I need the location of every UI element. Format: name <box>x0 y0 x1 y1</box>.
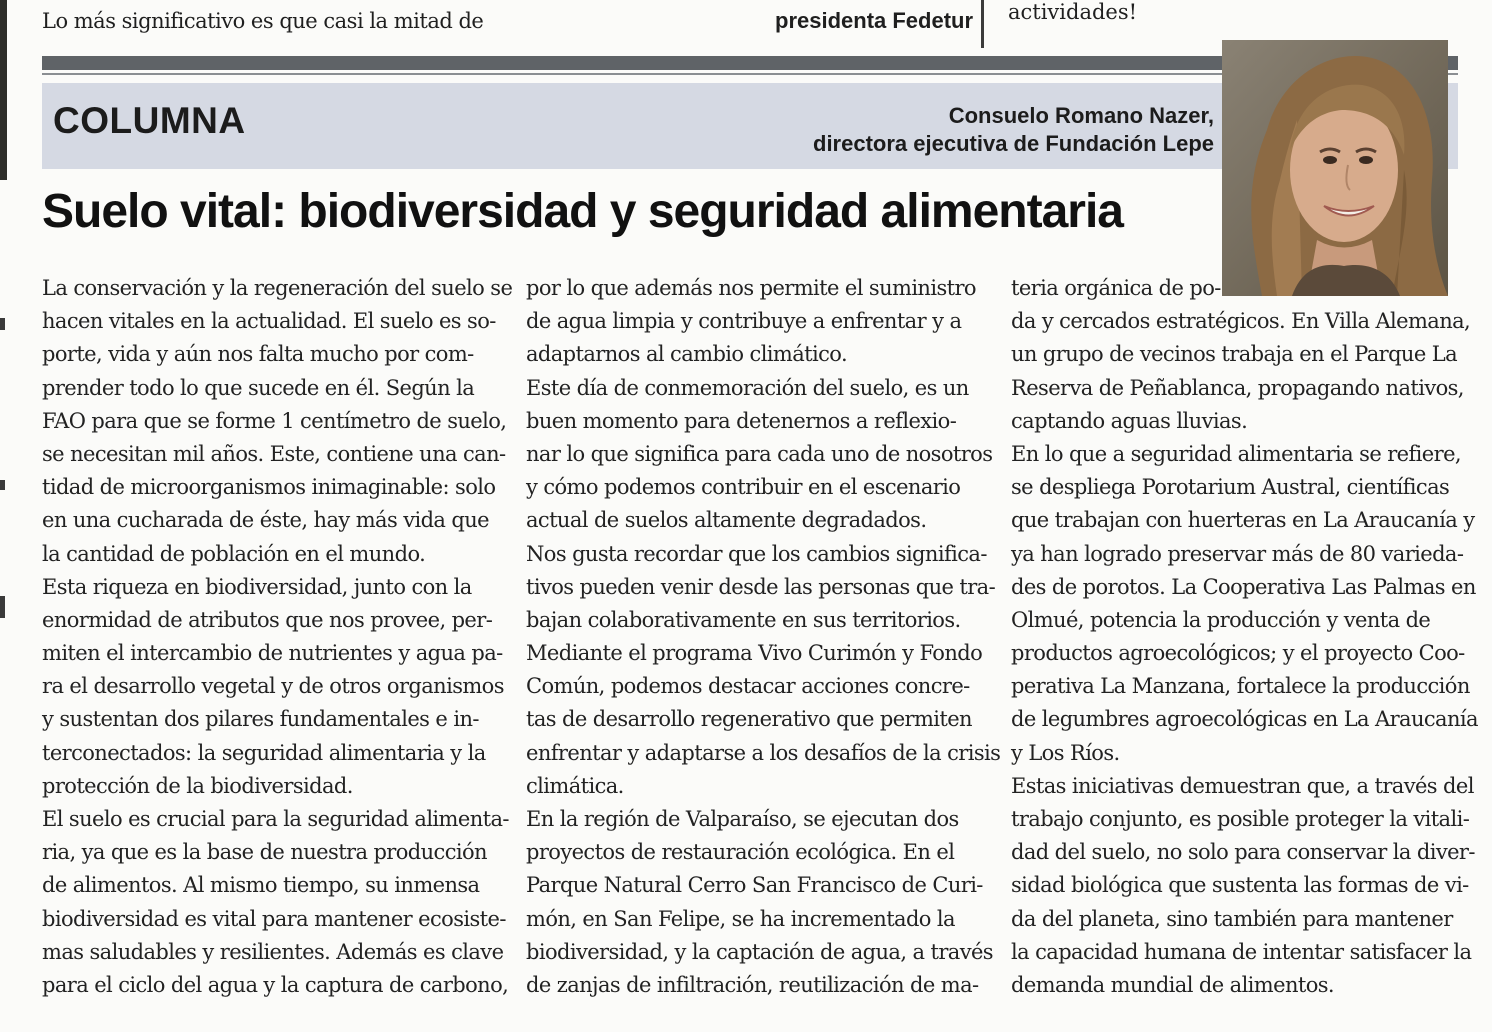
text-line: tivos pueden venir desde las personas que tra- <box>526 574 996 599</box>
text-line: protección de la biodiversidad. <box>42 773 353 798</box>
adjacent-page-mark <box>0 318 5 330</box>
text-line: y Los Ríos. <box>1011 740 1120 765</box>
adjacent-page-mark <box>0 480 5 490</box>
text-line: tas de desarrollo regenerativo que permiten <box>526 707 972 732</box>
adjacent-page-mark <box>0 596 5 618</box>
article-headline: Suelo vital: biodiversidad y seguridad alimentaria <box>42 185 1123 238</box>
text-line: actual de suelos altamente degradados. <box>526 508 927 533</box>
text-line: sidad biológica que sustenta las formas de vi- <box>1011 873 1469 898</box>
text-line: ya han logrado preservar más de 80 varieda- <box>1011 541 1464 566</box>
author-portrait-icon <box>1222 40 1448 296</box>
text-line: dad del suelo, no solo para conservar la diver- <box>1011 840 1475 865</box>
author-byline <box>813 102 1214 158</box>
text-line: demanda mundial de alimentos. <box>1011 972 1334 997</box>
text-line: que trabajan con huerteras en La Araucanía y <box>1011 508 1475 533</box>
text-line: nar lo que significa para cada uno de nosotros <box>526 441 993 466</box>
text-line: de alimentos. Al mismo tiempo, su inmensa <box>42 873 480 898</box>
text-line: un grupo de vecinos trabaja en el Parque La <box>1011 342 1458 367</box>
text-line: adaptarnos al cambio climático. <box>526 342 848 367</box>
text-line: proyectos de restauración ecológica. En el <box>526 840 955 865</box>
text-line: perativa La Manzana, fortalece la producción <box>1011 674 1470 699</box>
text-line: y sustentan dos pilares fundamentales e in- <box>42 707 479 732</box>
author-name: Consuelo Romano Nazer, <box>948 103 1214 128</box>
text-line: Reserva de Peñablanca, propagando nativos, <box>1011 375 1464 400</box>
text-line: Este día de conmemoración del suelo, es un <box>526 375 969 400</box>
text-line: En lo que a seguridad alimentaria se refiere, <box>1011 441 1461 466</box>
text-line: Parque Natural Cerro San Francisco de Curi- <box>526 873 983 898</box>
text-line: enormidad de atributos que nos provee, per- <box>42 607 493 632</box>
text-line: tidad de microorganismos inimaginable: solo <box>42 475 496 500</box>
text-line: da del planeta, sino también para mantener <box>1011 906 1453 931</box>
author-title: directora ejecutiva de Fundación Lepe <box>813 131 1214 156</box>
text-line: Mediante el programa Vivo Curimón y Fondo <box>526 641 983 666</box>
text-line: para el ciclo del agua y la captura de carbono, <box>42 972 509 997</box>
text-line: captando aguas lluvias. <box>1011 408 1248 433</box>
text-line: se despliega Porotarium Austral, científicas <box>1011 475 1450 500</box>
text-line: de legumbres agroecológicas en La Araucanía <box>1011 707 1478 732</box>
text-line: Esta riqueza en biodiversidad, junto con la <box>42 574 472 599</box>
column-divider <box>981 0 984 48</box>
text-line: món, en San Felipe, se ha incrementado la <box>526 906 955 931</box>
text-line: hacen vitales en la actualidad. El suelo es so- <box>42 309 496 334</box>
text-line: teria orgánica de po- <box>1011 276 1221 300</box>
previous-article-signature: presidenta Fedetur <box>775 8 974 33</box>
text-line: por lo que además nos permite el suministro <box>526 276 976 300</box>
text-line: la capacidad humana de intentar satisfacer la <box>1011 939 1472 964</box>
text-line: de agua limpia y contribuye a enfrentar y a <box>526 309 962 334</box>
text-line: des de porotos. La Cooperativa Las Palmas en <box>1011 574 1476 599</box>
text-line: La conservación y la regeneración del suelo se <box>42 276 513 300</box>
text-line: de zanjas de infiltración, reutilización de ma- <box>526 972 979 997</box>
text-line: prender todo lo que sucede en él. Según la <box>42 375 475 400</box>
text-line: Nos gusta recordar que los cambios significa- <box>526 541 987 566</box>
text-line: miten el intercambio de nutrientes y agua pa- <box>42 641 503 666</box>
adjacent-page-edge <box>0 0 7 180</box>
previous-article-text: Lo más significativo es que casi la mitad de <box>42 9 484 33</box>
text-line: trabajo conjunto, es posible proteger la vitali- <box>1011 807 1470 831</box>
text-line: en una cucharada de éste, hay más vida que <box>42 508 490 533</box>
section-label: COLUMNA <box>53 100 246 141</box>
text-line: enfrentar y adaptarse a los desafíos de la crisis <box>526 740 1001 765</box>
text-line: climática. <box>526 773 624 798</box>
text-line: buen momento para detenernos a reflexio- <box>526 408 957 433</box>
text-line: la cantidad de población en el mundo. <box>42 541 426 566</box>
text-line: bajan colaborativamente en sus territorios. <box>526 607 961 632</box>
text-line: El suelo es crucial para la seguridad alimenta- <box>42 807 509 831</box>
article-column-1 <box>42 272 513 1002</box>
text-line: En la región de Valparaíso, se ejecutan dos <box>526 807 959 831</box>
article-column-3 <box>1011 272 1478 1002</box>
text-line: ra el desarrollo vegetal y de otros organismos <box>42 674 504 699</box>
text-line: Estas iniciativas demuestran que, a través del <box>1011 773 1474 798</box>
text-line: FAO para que se forme 1 centímetro de suelo, <box>42 408 507 433</box>
text-line: Común, podemos destacar acciones concre- <box>526 674 970 699</box>
text-line: productos agroecológicos; y el proyecto Coo- <box>1011 641 1465 666</box>
text-line: da y cercados estratégicos. En Villa Alemana, <box>1011 309 1471 334</box>
text-line: y cómo podemos contribuir en el escenario <box>526 475 961 500</box>
text-line: biodiversidad, y la captación de agua, a través <box>526 939 993 964</box>
text-line: Olmué, potencia la producción y venta de <box>1011 607 1431 632</box>
text-line: terconectados: la seguridad alimentaria y la <box>42 740 486 765</box>
author-photo <box>1222 40 1448 296</box>
text-line: porte, vida y aún nos falta mucho por com- <box>42 342 474 367</box>
article-column-2 <box>526 272 1001 1002</box>
text-line: ria, ya que es la base de nuestra producción <box>42 840 487 865</box>
text-line: mas saludables y resilientes. Además es clave <box>42 939 504 964</box>
previous-article-right-text: actividades! <box>1008 0 1138 24</box>
text-line: se necesitan mil años. Este, contiene una can- <box>42 441 506 466</box>
text-line: biodiversidad es vital para mantener ecosiste- <box>42 906 506 931</box>
